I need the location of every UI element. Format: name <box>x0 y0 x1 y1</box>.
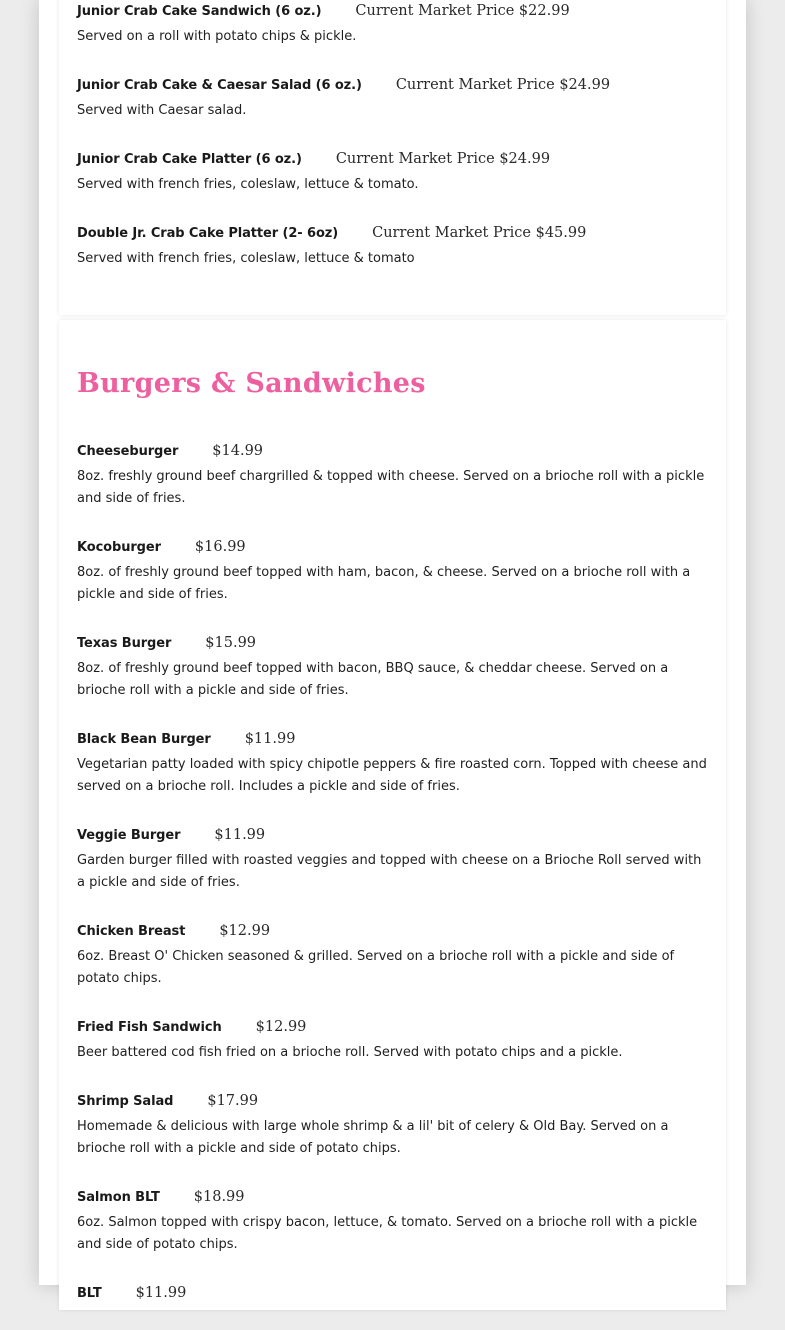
item-price: $15.99 <box>205 635 257 651</box>
item-description: Served with Caesar salad. <box>77 103 247 118</box>
item-price: Current Market Price $24.99 <box>335 151 551 167</box>
item-description: Served with french fries, coleslaw, lettuce & tomato. <box>77 177 419 192</box>
item-description: 6oz. Breast O' Chicken seasoned & grilled. Served on a brioche roll with a pickle and side of potato chips. <box>77 949 675 986</box>
menu-item <box>77 0 709 74</box>
menu-item <box>77 1016 709 1064</box>
menu-item <box>77 440 709 510</box>
item-price: $11.99 <box>244 731 296 747</box>
item-name: Cheeseburger <box>77 444 179 459</box>
crab-cakes-card <box>59 0 726 315</box>
item-price: $12.99 <box>219 923 271 939</box>
item-price: Current Market Price $24.99 <box>395 77 611 93</box>
menu-item <box>77 536 709 606</box>
item-name: Chicken Breast <box>77 924 186 939</box>
item-description: 8oz. freshly ground beef chargrilled & topped with cheese. Served on a brioche roll with a pickle and side of fries. <box>77 469 705 506</box>
item-price: $11.99 <box>135 1285 187 1301</box>
menu-item <box>77 824 709 894</box>
item-description: Served with french fries, coleslaw, lettuce & tomato <box>77 251 415 266</box>
item-description: Served on a roll with potato chips & pickle. <box>77 29 357 44</box>
item-description: Homemade & delicious with large whole shrimp & a lil' bit of celery & Old Bay. Served on a brioche roll with a pickle and side of potato chips. <box>77 1119 669 1156</box>
item-price: $12.99 <box>255 1019 307 1035</box>
item-name: Texas Burger <box>77 636 172 651</box>
item-name: Shrimp Salad <box>77 1094 174 1109</box>
item-price: $18.99 <box>193 1189 245 1205</box>
menu-item <box>77 1282 709 1304</box>
item-name: Veggie Burger <box>77 828 181 843</box>
item-description: Beer battered cod fish fried on a brioche roll. Served with potato chips and a pickle. <box>77 1045 623 1060</box>
item-price: Current Market Price $45.99 <box>372 225 587 241</box>
burgers-sandwiches-card <box>59 320 726 1310</box>
item-price: $17.99 <box>207 1093 259 1109</box>
item-description: Garden burger filled with roasted veggies and topped with cheese on a Brioche Roll served with a pickle and side of fries. <box>77 853 702 890</box>
menu-item <box>77 74 709 148</box>
item-description: 8oz. of freshly ground beef topped with bacon, BBQ sauce, & cheddar cheese. Served on a brioche roll with a pickle and side of fries. <box>77 661 669 698</box>
burger-menu-list <box>77 440 709 1330</box>
crab-menu-list <box>77 0 709 296</box>
item-name: Fried Fish Sandwich <box>77 1020 222 1035</box>
menu-item <box>77 632 709 702</box>
item-name: Black Bean Burger <box>77 732 211 747</box>
item-name: Kocoburger <box>77 540 161 555</box>
item-name: Salmon BLT <box>77 1190 160 1205</box>
menu-item <box>77 1186 709 1256</box>
item-name: Junior Crab Cake & Caesar Salad (6 oz.) <box>77 78 362 93</box>
item-name: Double Jr. Crab Cake Platter (2- 6oz) <box>77 226 339 241</box>
menu-item <box>77 920 709 990</box>
menu-item <box>77 222 709 296</box>
item-description: Vegetarian patty loaded with spicy chipotle peppers & fire roasted corn. Topped with cheese and served on a brioche roll. Includes a pickle and side of fries. <box>77 757 707 794</box>
item-price: $16.99 <box>194 539 246 555</box>
menu-item <box>77 148 709 222</box>
item-name: Junior Crab Cake Sandwich (6 oz.) <box>77 4 322 19</box>
section-title: Burgers & Sandwiches <box>77 368 426 399</box>
menu-item <box>77 728 709 798</box>
item-description: 6oz. Salmon topped with crispy bacon, lettuce, & tomato. Served on a brioche roll with a pickle and side of potato chips. <box>77 1215 698 1252</box>
item-name: Junior Crab Cake Platter (6 oz.) <box>77 152 302 167</box>
item-description: 8oz. of freshly ground beef topped with ham, bacon, & cheese. Served on a brioche roll with a pickle and side of fries. <box>77 565 691 602</box>
item-name: BLT <box>77 1286 102 1301</box>
menu-item <box>77 1090 709 1160</box>
item-price: $14.99 <box>212 443 264 459</box>
item-price: Current Market Price $22.99 <box>355 3 570 19</box>
item-price: $11.99 <box>214 827 266 843</box>
